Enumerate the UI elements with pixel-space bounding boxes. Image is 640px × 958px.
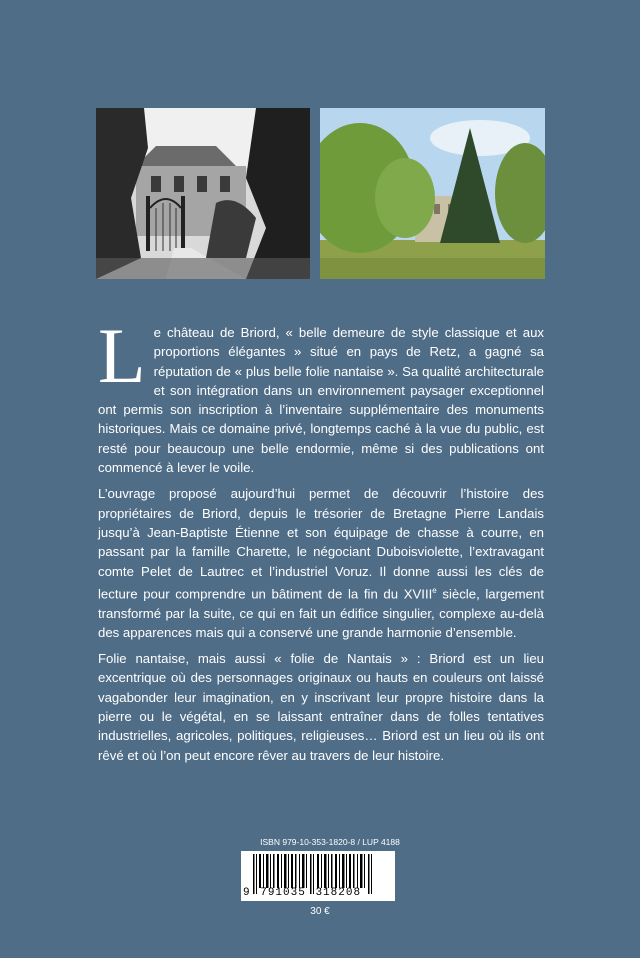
photo-chateau-gate-bw — [96, 108, 310, 279]
barcode-digit-first: 9 — [243, 887, 251, 899]
paragraph-2-text-a: L’ouvrage proposé aujourd’hui permet de découvrir l’histoire des propriétaires de Briord, depuis le trésorier de Bretagne Pierre Landais jusqu’à Jean-Baptiste Étienne et son équipage de chasse à courre, en passant par la famille Charette, le négociant Duboisviolette, l’extravagant comte Pelet de Lautrec et l’industriel Voruz. Il donne aussi les clés de lecture pour comprendre un bâtiment de la fin du XVIII — [98, 486, 544, 602]
barcode-digits-right: 318208 — [315, 887, 362, 899]
barcode-digits-left: 791035 — [260, 887, 306, 899]
paragraph-1-text: e château de Briord, « belle demeure de style classique et aux proportions élégantes » situé en pays de Retz, a gagné sa réputation de « plus belle folie nantaise ». Sa qualité architecturale et son intégration dans un environnement paysager exceptionnel ont permis son inscription à l’inventaire supplémentaire des monuments historiques. Mais ce domaine privé, longtemps caché à la vue du public, est resté pour beaucoup une belle endormie, même si des publications ont commencé à lever le voile. — [98, 325, 544, 476]
century-superscript: e — [432, 585, 437, 595]
photo-chateau-park-color — [320, 108, 545, 279]
isbn-line: ISBN 979-10-353-1820-8 / LUP 4188 — [260, 837, 400, 847]
barcode — [241, 851, 395, 901]
paragraph-1 — [98, 312, 544, 477]
paragraph-2 — [98, 484, 544, 642]
paragraph-3-text: Folie nantaise, mais aussi « folie de Nantais » : Briord est un lieu excentrique où des personnages originaux ou hauts en couleurs ont laissé vagabonder leur imagination, en y inscrivant leur propre histoire dans la pierre ou le végétal, en se laissant entraîner dans de folles tentatives industrielles, agricoles, politiques, religieuses… Briord est un lieu où ils ont rêvé et où l’on peut encore rêver au travers de leur histoire. — [98, 651, 544, 763]
paragraph-3 — [98, 649, 544, 765]
drop-cap: L — [98, 312, 146, 399]
paragraph-2-text-b: siècle, largement transformé par la suite, ce qui en fait un édifice singulier, complexe au-delà des apparences mais qui a conservé une grande harmonie d’ensemble. — [98, 586, 544, 640]
price: 30 € — [310, 906, 330, 917]
back-cover-text — [98, 312, 544, 772]
